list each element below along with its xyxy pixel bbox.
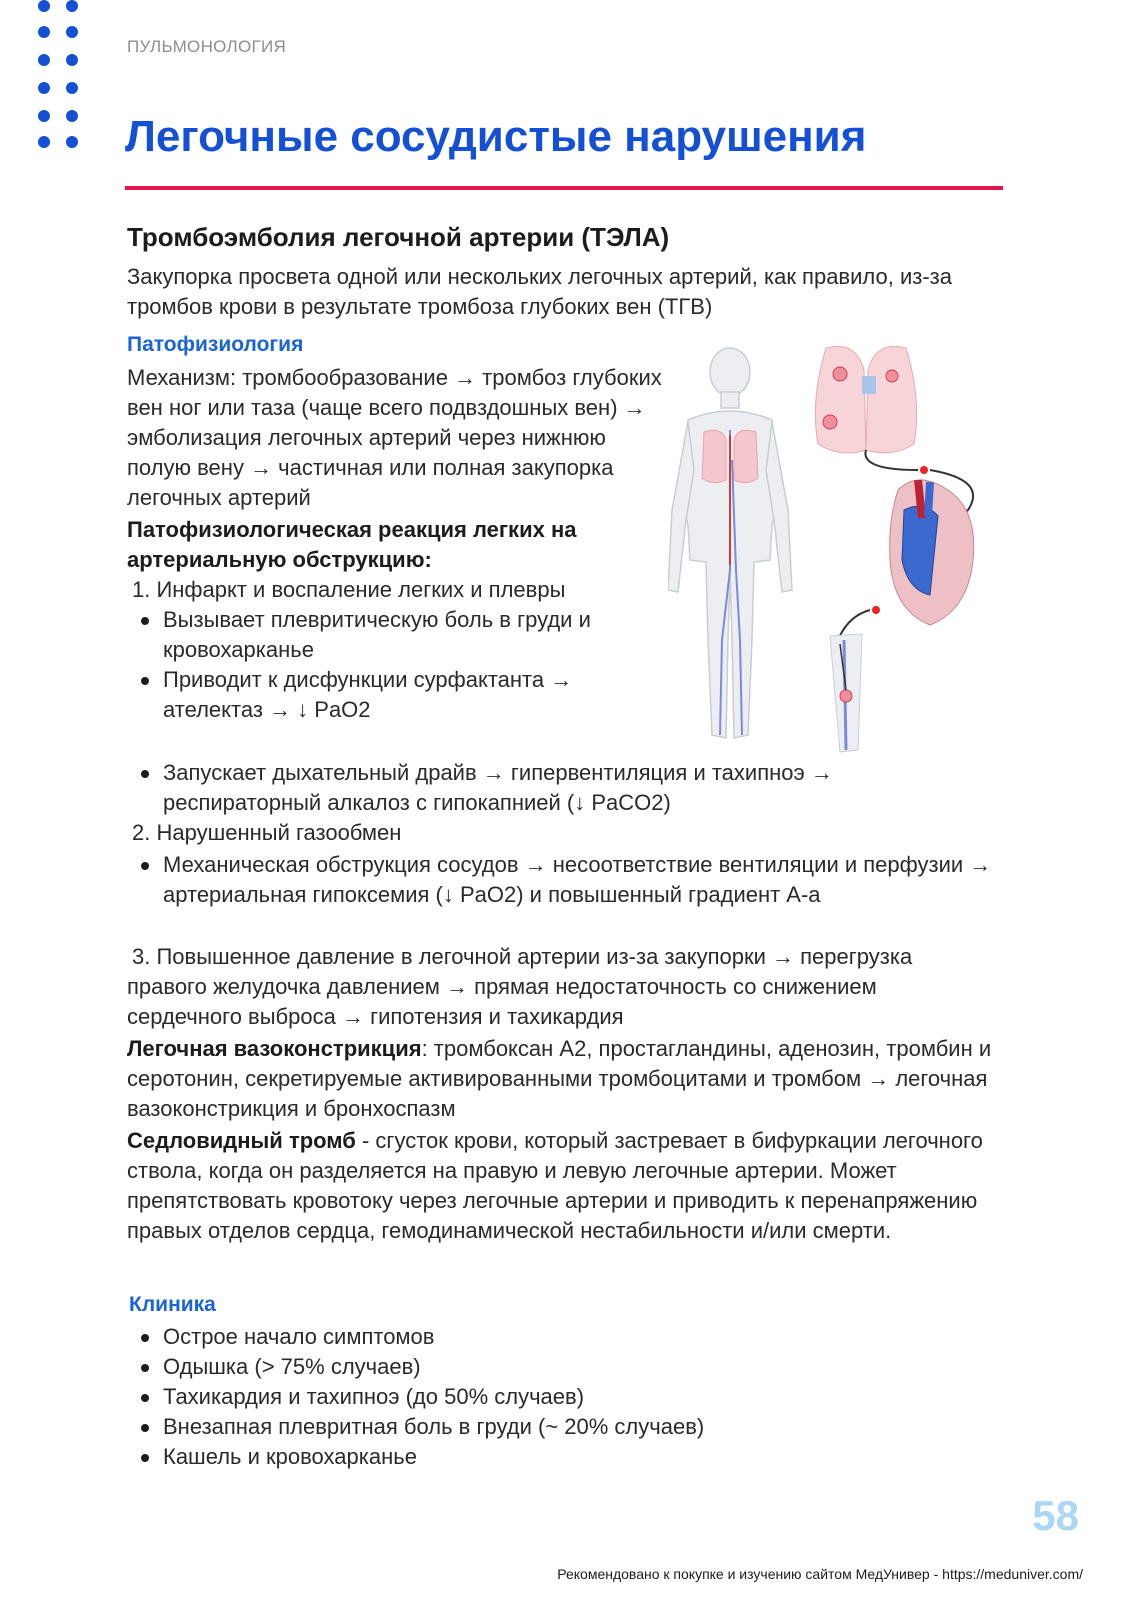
reaction-item-1-bullets bbox=[127, 605, 667, 725]
reaction-item-3 bbox=[127, 942, 997, 1032]
embolus-dot bbox=[872, 606, 880, 614]
vasoconstriction-term: Легочная вазоконстрикция bbox=[127, 1036, 422, 1061]
clinic-heading: Клиника bbox=[129, 1293, 216, 1316]
vasoconstriction-text: : тромбоксан A2, простагландины, аденозин, тромбин и серотонин, секретируемые активированными тромбоцитами и тромбом → легочная вазоконстрикция и бронхоспазм bbox=[127, 1036, 992, 1121]
mechanism-text: Механизм: тромбообразование → тромбоз глубоких вен ног или таза (чаще всего подвздошных вен) → эмболизация легочных артерий через нижнюю полую вену → частичная или полная закупорка легочных артерий bbox=[127, 365, 662, 510]
saddle-thrombus-paragraph bbox=[127, 1126, 997, 1246]
reaction-item-1-bullets-cont bbox=[127, 758, 997, 818]
pathophysiology-heading: Патофизиология bbox=[127, 333, 304, 356]
list-item: Острое начало симптомов bbox=[127, 1322, 997, 1352]
embolus-dot bbox=[920, 466, 928, 474]
list-item: Тахикардия и тахипноэ (до 50% случаев) bbox=[127, 1382, 997, 1412]
flow-arrow bbox=[865, 450, 918, 470]
clinic-list bbox=[127, 1322, 997, 1472]
vasoconstriction-paragraph bbox=[127, 1034, 997, 1124]
list-item: Кашель и кровохарканье bbox=[127, 1442, 997, 1472]
footer-recommendation: Рекомендовано к покупке и изучению сайтом МедУнивер - https://meduniver.com/ bbox=[557, 1566, 1083, 1582]
lungs-diagram bbox=[815, 346, 916, 453]
list-item: Вызывает плевритическую боль в груди и кровохарканье bbox=[127, 605, 667, 665]
pe-illustration-svg bbox=[668, 340, 1008, 760]
pe-illustration bbox=[668, 340, 1008, 760]
list-item: Внезапная плевритная боль в груди (~ 20% случаев) bbox=[127, 1412, 997, 1442]
leg-diagram bbox=[830, 634, 862, 752]
page-number: 58 bbox=[1032, 1492, 1079, 1539]
reaction-item-1: 1. Инфаркт и воспаление легких и плевры bbox=[132, 577, 566, 602]
saddle-thrombus-term: Седловидный тромб bbox=[127, 1128, 356, 1153]
heart-diagram bbox=[890, 480, 974, 625]
list-item: Механическая обструкция сосудов → несоответствие вентиляции и перфузии → артериальная гипоксемия (↓ PaO2) и повышенный градиент A-a bbox=[127, 850, 997, 910]
list-item: Запускает дыхательный драйв → гипервентиляция и тахипноэ → респираторный алкалоз с гипокапнией (↓ PaCO2) bbox=[127, 758, 997, 818]
pathophysiology-column bbox=[127, 363, 667, 725]
list-item: Одышка (> 75% случаев) bbox=[127, 1352, 997, 1382]
title-divider bbox=[125, 186, 1003, 190]
saddle-thrombus-text: - сгусток крови, который застревает в бифуркации легочного ствола, когда он разделяется на правую и левую легочные артерии. Может препятствовать кровотоку через легочные артерии и приводить к перенапряжению правых отделов сердца, гемодинамической нестабильности и/или смерти. bbox=[127, 1128, 983, 1243]
pe-definition: Закупорка просвета одной или нескольких легочных артерий, как правило, из-за тромбов крови в результате тромбоза глубоких вен (ТГВ) bbox=[127, 264, 952, 319]
reaction-item-3-text: 3. Повышенное давление в легочной артерии из-за закупорки → перегрузка правого желудочка давлением → прямая недостаточность со снижением сердечного выброса → гипотензия и тахикардия bbox=[127, 944, 913, 1029]
reaction-heading: Патофизиологическая реакция легких на артериальную обструкцию: bbox=[127, 517, 577, 572]
reaction-item-2: 2. Нарушенный газообмен bbox=[132, 820, 402, 845]
section-label: ПУЛЬМОНОЛОГИЯ bbox=[127, 37, 287, 56]
page-title: Легочные сосудистые нарушения bbox=[125, 112, 867, 161]
reaction-item-2-bullets bbox=[127, 850, 997, 910]
list-item: Приводит к дисфункции сурфактанта → ателектаз → ↓ PaO2 bbox=[127, 665, 667, 725]
pe-heading: Тромбоэмболия легочной артерии (ТЭЛА) bbox=[127, 222, 670, 252]
